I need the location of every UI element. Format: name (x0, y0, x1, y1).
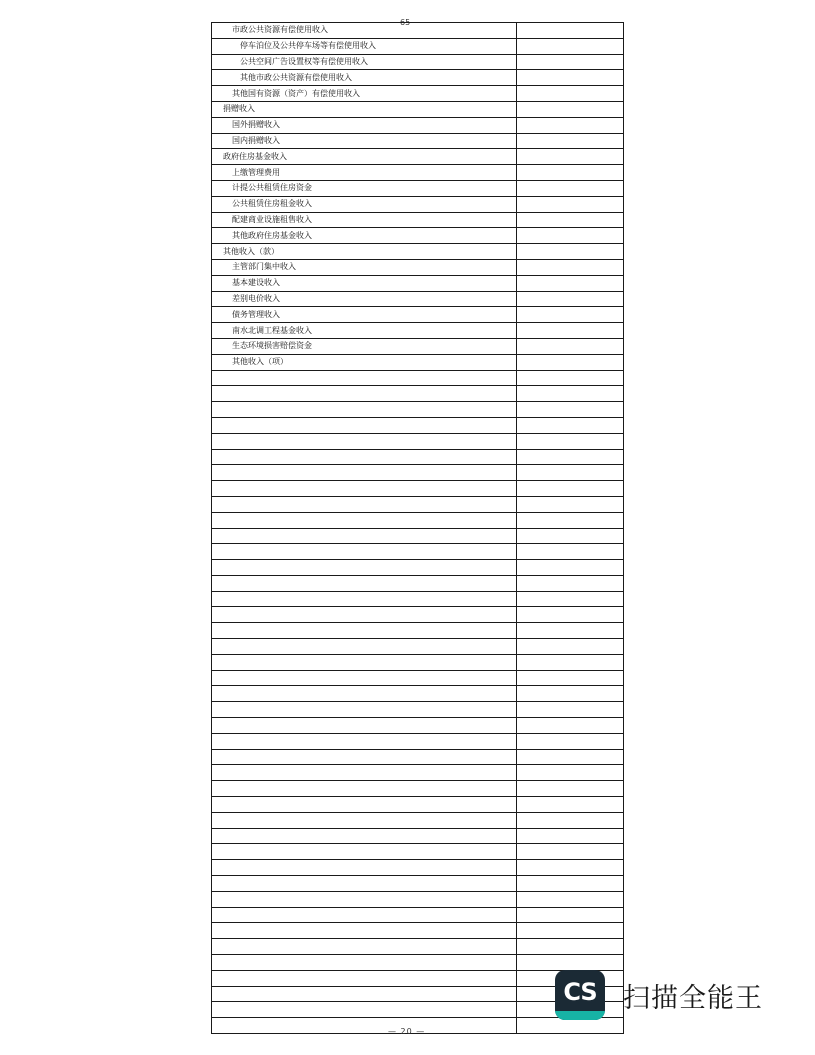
table-row (212, 228, 624, 244)
row-item-name: 其他国有资源（资产）有偿使用收入 (212, 86, 517, 102)
row-item-name: 公共空间广告设置权等有偿使用收入 (212, 54, 517, 70)
row-item-name: 其他市政公共资源有偿使用收入 (212, 70, 517, 86)
table-row (212, 212, 624, 228)
empty-table-row (212, 544, 624, 560)
empty-table-row (212, 828, 624, 844)
empty-value-cell (517, 891, 624, 907)
table-row (212, 101, 624, 117)
row-item-value (517, 165, 624, 181)
empty-name-cell (212, 765, 517, 781)
row-item-value (517, 133, 624, 149)
page-header-mark: 65 (400, 18, 411, 27)
empty-name-cell (212, 733, 517, 749)
empty-value-cell (517, 702, 624, 718)
empty-table-row (212, 765, 624, 781)
empty-name-cell (212, 607, 517, 623)
empty-value-cell (517, 575, 624, 591)
empty-value-cell (517, 449, 624, 465)
empty-name-cell (212, 623, 517, 639)
row-item-value (517, 291, 624, 307)
empty-value-cell (517, 860, 624, 876)
empty-value-cell (517, 797, 624, 813)
table-row (212, 70, 624, 86)
empty-table-row (212, 860, 624, 876)
empty-table-row (212, 575, 624, 591)
empty-value-cell (517, 828, 624, 844)
empty-value-cell (517, 402, 624, 418)
row-item-value (517, 54, 624, 70)
empty-table-row (212, 433, 624, 449)
empty-table-row (212, 781, 624, 797)
table-row (212, 275, 624, 291)
empty-value-cell (517, 781, 624, 797)
table-row (212, 291, 624, 307)
row-item-value (517, 101, 624, 117)
row-item-name: 公共租赁住房租金收入 (212, 196, 517, 212)
row-item-name: 主管部门集中收入 (212, 259, 517, 275)
empty-value-cell (517, 923, 624, 939)
empty-name-cell (212, 828, 517, 844)
row-item-value (517, 180, 624, 196)
row-item-name: 其他政府住房基金收入 (212, 228, 517, 244)
row-item-name: 基本建设收入 (212, 275, 517, 291)
empty-name-cell (212, 481, 517, 497)
empty-table-row (212, 528, 624, 544)
empty-name-cell (212, 512, 517, 528)
empty-table-row (212, 844, 624, 860)
empty-value-cell (517, 496, 624, 512)
empty-value-cell (517, 733, 624, 749)
empty-table-row (212, 923, 624, 939)
row-item-name: 其他收入（款） (212, 244, 517, 260)
empty-name-cell (212, 575, 517, 591)
empty-table-row (212, 607, 624, 623)
empty-table-row (212, 907, 624, 923)
empty-table-row (212, 417, 624, 433)
empty-table-row (212, 812, 624, 828)
page-number: — 20 — (388, 1027, 426, 1036)
row-item-value (517, 244, 624, 260)
row-item-value (517, 228, 624, 244)
empty-name-cell (212, 528, 517, 544)
empty-name-cell (212, 670, 517, 686)
row-item-name: 债务管理收入 (212, 307, 517, 323)
row-item-value (517, 149, 624, 165)
empty-name-cell (212, 560, 517, 576)
empty-name-cell (212, 939, 517, 955)
empty-name-cell (212, 876, 517, 892)
empty-value-cell (517, 544, 624, 560)
empty-name-cell (212, 970, 517, 986)
empty-value-cell (517, 481, 624, 497)
empty-table-row (212, 370, 624, 386)
table-row (212, 165, 624, 181)
row-item-value (517, 86, 624, 102)
empty-table-row (212, 654, 624, 670)
empty-name-cell (212, 702, 517, 718)
row-item-value (517, 259, 624, 275)
empty-name-cell (212, 591, 517, 607)
row-item-name: 南水北调工程基金收入 (212, 323, 517, 339)
empty-name-cell (212, 686, 517, 702)
row-item-name: 差别电价收入 (212, 291, 517, 307)
row-item-name: 停车泊位及公共停车场等有偿使用收入 (212, 38, 517, 54)
empty-value-cell (517, 370, 624, 386)
empty-table-row (212, 733, 624, 749)
empty-name-cell (212, 891, 517, 907)
watermark-app-name: 扫描全能王 (623, 982, 763, 1014)
empty-value-cell (517, 749, 624, 765)
table-row (212, 86, 624, 102)
empty-name-cell (212, 860, 517, 876)
row-item-name: 捐赠收入 (212, 101, 517, 117)
empty-value-cell (517, 654, 624, 670)
empty-table-row (212, 560, 624, 576)
table-row (212, 354, 624, 370)
empty-name-cell (212, 433, 517, 449)
empty-name-cell (212, 718, 517, 734)
empty-value-cell (517, 718, 624, 734)
empty-name-cell (212, 797, 517, 813)
empty-table-row (212, 481, 624, 497)
empty-name-cell (212, 812, 517, 828)
row-item-name: 配建商业设施租售收入 (212, 212, 517, 228)
empty-table-row (212, 449, 624, 465)
row-item-name: 国外捐赠收入 (212, 117, 517, 133)
row-item-value (517, 70, 624, 86)
empty-value-cell (517, 939, 624, 955)
empty-name-cell (212, 386, 517, 402)
row-item-name: 政府住房基金收入 (212, 149, 517, 165)
table-row (212, 196, 624, 212)
empty-table-row (212, 749, 624, 765)
table-row (212, 307, 624, 323)
empty-table-row (212, 686, 624, 702)
empty-value-cell (517, 639, 624, 655)
empty-table-row (212, 639, 624, 655)
empty-value-cell (517, 876, 624, 892)
empty-name-cell (212, 986, 517, 1002)
row-item-name: 上缴管理费用 (212, 165, 517, 181)
empty-table-row (212, 797, 624, 813)
empty-table-row (212, 386, 624, 402)
empty-name-cell (212, 639, 517, 655)
empty-value-cell (517, 765, 624, 781)
table-row (212, 180, 624, 196)
empty-name-cell (212, 417, 517, 433)
empty-value-cell (517, 417, 624, 433)
table-row (212, 259, 624, 275)
table-row (212, 23, 624, 39)
empty-value-cell (517, 607, 624, 623)
empty-table-row (212, 876, 624, 892)
empty-name-cell (212, 370, 517, 386)
empty-name-cell (212, 781, 517, 797)
empty-name-cell (212, 449, 517, 465)
scanner-watermark (555, 968, 763, 1022)
camscanner-logo-icon (555, 970, 605, 1020)
empty-value-cell (517, 386, 624, 402)
empty-table-row (212, 623, 624, 639)
empty-value-cell (517, 528, 624, 544)
empty-table-row (212, 702, 624, 718)
empty-value-cell (517, 433, 624, 449)
empty-value-cell (517, 812, 624, 828)
empty-table-row (212, 939, 624, 955)
table-row (212, 244, 624, 260)
empty-value-cell (517, 465, 624, 481)
row-item-name: 其他收入（项） (212, 354, 517, 370)
empty-name-cell (212, 544, 517, 560)
table-row (212, 338, 624, 354)
empty-table-row (212, 465, 624, 481)
logo-text: CS (563, 978, 597, 1006)
logo-stripe (555, 1011, 605, 1020)
empty-table-row (212, 512, 624, 528)
table-row (212, 149, 624, 165)
empty-table-row (212, 496, 624, 512)
row-item-name: 生态环境损害赔偿资金 (212, 338, 517, 354)
row-item-value (517, 117, 624, 133)
row-item-value (517, 354, 624, 370)
row-item-name: 国内捐赠收入 (212, 133, 517, 149)
empty-name-cell (212, 402, 517, 418)
row-item-value (517, 338, 624, 354)
empty-value-cell (517, 591, 624, 607)
empty-value-cell (517, 844, 624, 860)
row-item-value (517, 212, 624, 228)
empty-name-cell (212, 1002, 517, 1018)
revenue-table (211, 22, 624, 1034)
table-row (212, 323, 624, 339)
empty-name-cell (212, 465, 517, 481)
empty-name-cell (212, 907, 517, 923)
empty-value-cell (517, 623, 624, 639)
empty-value-cell (517, 686, 624, 702)
empty-name-cell (212, 955, 517, 971)
row-item-value (517, 23, 624, 39)
table-row (212, 133, 624, 149)
empty-name-cell (212, 1018, 517, 1034)
row-item-value (517, 323, 624, 339)
empty-name-cell (212, 749, 517, 765)
empty-value-cell (517, 670, 624, 686)
row-item-value (517, 307, 624, 323)
row-item-name: 计提公共租赁住房资金 (212, 180, 517, 196)
empty-table-row (212, 891, 624, 907)
empty-table-row (212, 591, 624, 607)
empty-value-cell (517, 512, 624, 528)
row-item-value (517, 196, 624, 212)
empty-name-cell (212, 654, 517, 670)
empty-value-cell (517, 560, 624, 576)
row-item-name: 市政公共资源有偿使用收入 (212, 23, 517, 39)
empty-table-row (212, 670, 624, 686)
empty-table-row (212, 718, 624, 734)
table-row (212, 54, 624, 70)
revenue-table-body (212, 23, 624, 1034)
table-row (212, 117, 624, 133)
empty-name-cell (212, 496, 517, 512)
row-item-value (517, 38, 624, 54)
empty-table-row (212, 402, 624, 418)
empty-name-cell (212, 923, 517, 939)
table-row (212, 38, 624, 54)
empty-name-cell (212, 844, 517, 860)
row-item-value (517, 275, 624, 291)
empty-value-cell (517, 907, 624, 923)
